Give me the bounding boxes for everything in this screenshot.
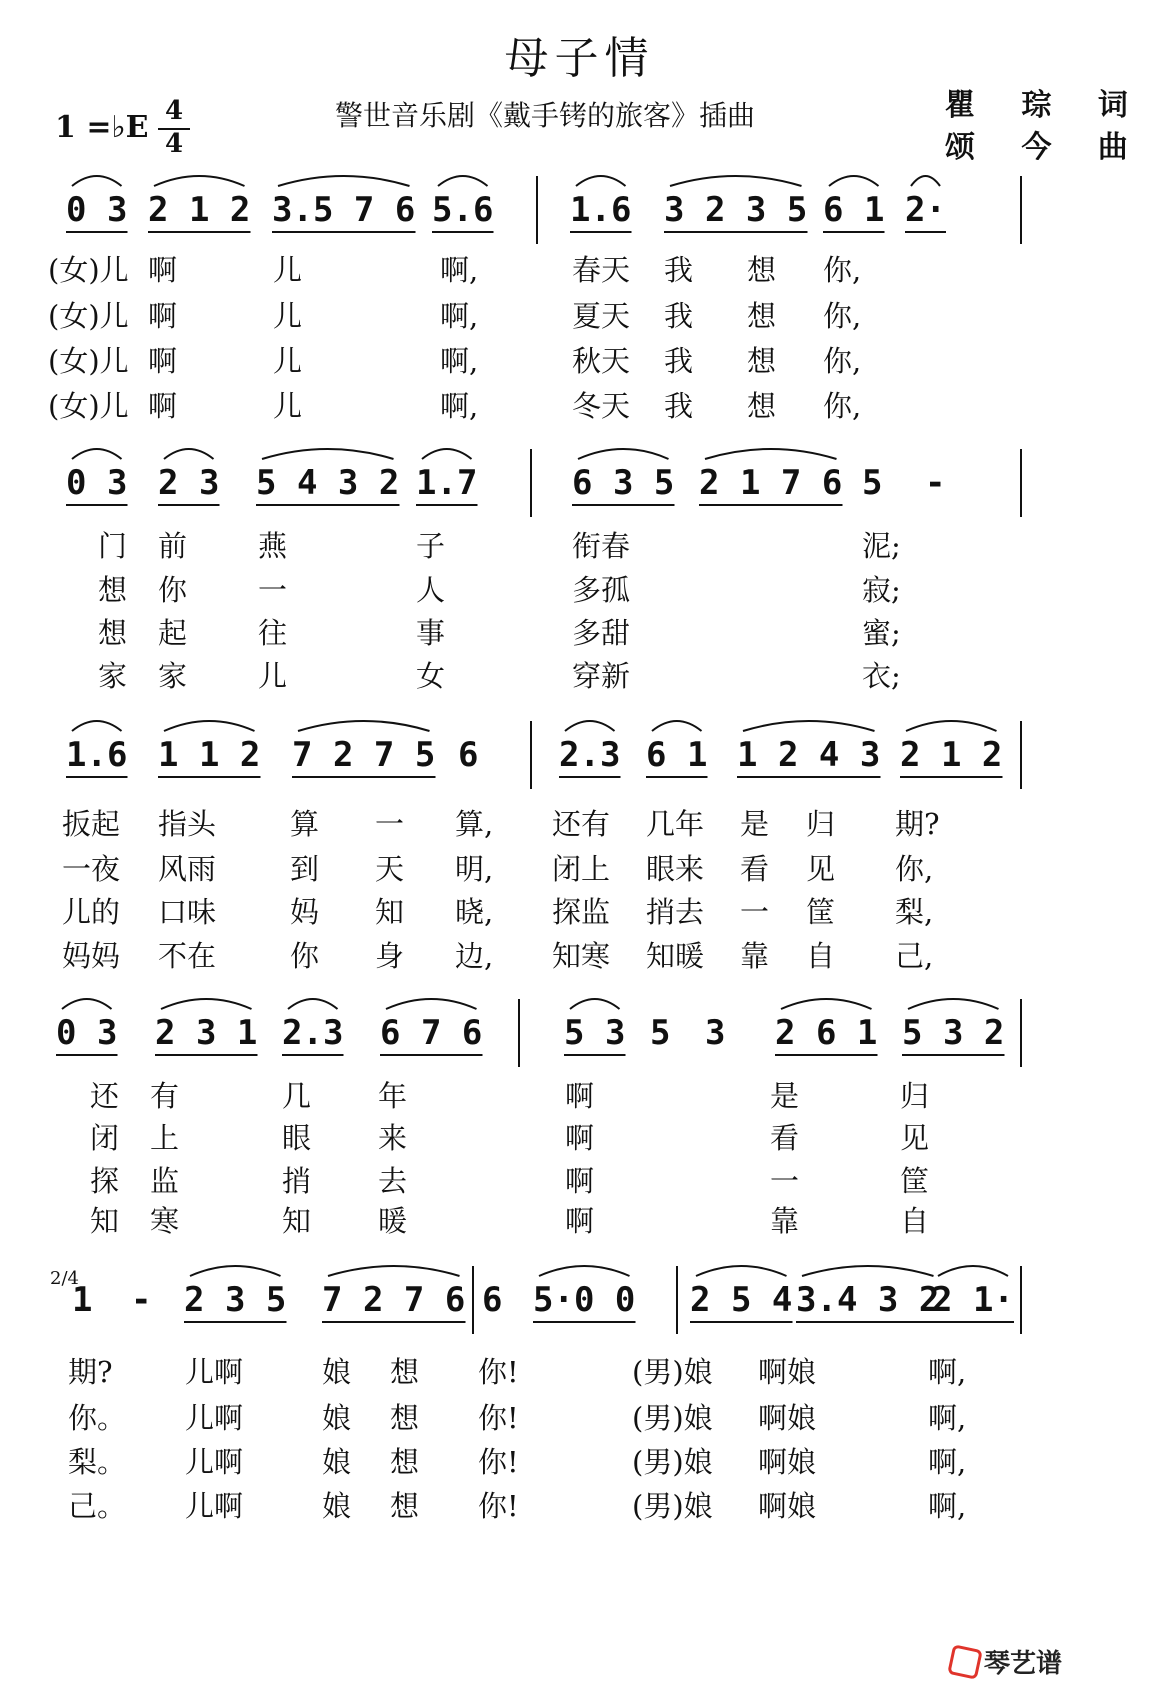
lyric-word: 秋天	[572, 344, 631, 378]
lyric-word: 期?	[68, 1355, 113, 1389]
lyric-word: 一	[375, 807, 405, 841]
lyric-word: 啊,	[928, 1489, 967, 1523]
lyric-word: 有	[150, 1079, 180, 1113]
note-group: 2 6 1	[775, 1013, 878, 1053]
lyric-word: 探监	[552, 895, 611, 929]
lyric-word: 你!	[478, 1489, 519, 1523]
lyric-word: 往	[258, 616, 288, 650]
lyric-word: 暖	[378, 1204, 408, 1238]
slur-arc	[298, 721, 430, 731]
slur-arc	[438, 176, 488, 186]
note-group: 6	[458, 735, 479, 775]
lyric-word: 门	[98, 529, 128, 563]
lyric-word: 探	[90, 1164, 120, 1198]
note-group: 6 1	[823, 190, 885, 230]
lyric-word: 几年	[646, 807, 705, 841]
slur-arc	[906, 721, 997, 731]
lyric-word: 想	[747, 389, 777, 423]
lyric-word: 知	[90, 1204, 120, 1238]
note-group: 6	[482, 1280, 503, 1320]
note-group: 1.6	[570, 190, 632, 230]
lyric-word: 夏天	[572, 299, 631, 333]
lyric-word: 你,	[895, 852, 934, 886]
barline	[1020, 449, 1022, 517]
lyric-word: 你,	[823, 344, 862, 378]
lyric-word: 你!	[478, 1355, 519, 1389]
lyric-word: 去	[378, 1164, 408, 1198]
lyric-word: 啊	[565, 1121, 595, 1155]
lyric-word: (男)娘	[632, 1401, 713, 1435]
note-group: 1	[72, 1280, 93, 1320]
lyric-word: 靠	[770, 1204, 800, 1238]
slur-arc	[154, 176, 245, 186]
lyric-word: 你,	[823, 389, 862, 423]
lyric-word: 儿	[273, 253, 303, 287]
lyric-word: 想	[98, 573, 128, 607]
lyric-word: 女	[416, 659, 446, 693]
watermark-text: 琴艺谱	[984, 1649, 1063, 1679]
lyric-word: (男)娘	[632, 1489, 713, 1523]
lyric-word: 儿的	[62, 895, 121, 929]
note-group: 3	[705, 1013, 726, 1053]
lyric-word: 边,	[455, 939, 494, 973]
note-group: 5·0 0	[533, 1280, 636, 1320]
lyric-word: 啊	[565, 1204, 595, 1238]
lyric-word: 寒	[150, 1204, 180, 1238]
lyric-word: 上	[150, 1121, 180, 1155]
lyric-word: 天	[375, 852, 405, 886]
note-group: 2 1 2	[148, 190, 251, 230]
lyric-word: 春天	[572, 253, 631, 287]
lyric-word: 看	[740, 852, 770, 886]
time-signature-denominator: 4	[164, 129, 184, 159]
meter-change: 2/4	[50, 1268, 79, 1289]
lyric-word: 啊,	[928, 1445, 967, 1479]
lyric-word: 儿啊	[185, 1355, 244, 1389]
lyric-word: 娘	[322, 1401, 352, 1435]
lyric-word: 筐	[900, 1164, 930, 1198]
slur-arc	[72, 449, 122, 459]
slur-arc	[911, 176, 940, 186]
lyric-word: 梨。	[68, 1445, 127, 1479]
lyric-word: 起	[158, 616, 188, 650]
lyric-word: 儿啊	[185, 1445, 244, 1479]
composer-credit: 颂 今 曲	[945, 130, 1146, 165]
lyric-word: 还有	[552, 807, 611, 841]
note-group: 2·	[905, 190, 946, 230]
barline	[472, 1266, 474, 1334]
slur-arc	[164, 721, 255, 731]
note-group: 5 4 3 2	[256, 463, 400, 503]
lyric-word: 一夜	[62, 852, 121, 886]
lyric-word: 我	[664, 389, 694, 423]
lyric-word: 啊,	[440, 253, 479, 287]
lyric-word: 想	[390, 1355, 420, 1389]
note-group: 3.5 7 6	[272, 190, 416, 230]
barline	[1020, 176, 1022, 244]
lyric-word: (男)娘	[632, 1355, 713, 1389]
barline	[1020, 999, 1022, 1067]
lyric-word: 娘	[322, 1489, 352, 1523]
lyric-word: 儿啊	[185, 1489, 244, 1523]
lyric-word: 你	[290, 939, 320, 973]
lyric-word: 想	[747, 253, 777, 287]
lyric-word: 啊,	[928, 1401, 967, 1435]
slur-arc	[705, 449, 837, 459]
lyric-word: 归	[900, 1079, 930, 1113]
lyric-word: 穿新	[572, 659, 631, 693]
note-group: 7 2 7 6	[322, 1280, 466, 1320]
note-group: 5	[650, 1013, 671, 1053]
lyric-word: 娘	[322, 1355, 352, 1389]
lyric-word: 几	[282, 1079, 312, 1113]
note-group: 5 3	[564, 1013, 626, 1053]
slur-arc	[938, 1266, 1008, 1276]
lyric-word: (女)儿	[48, 253, 129, 287]
lyric-word: 口味	[158, 895, 217, 929]
lyric-word: 蜜;	[862, 616, 901, 650]
note-group: 2 5 4	[690, 1280, 793, 1320]
lyric-word: 啊	[148, 299, 178, 333]
slur-arc	[908, 999, 999, 1009]
lyric-word: 闭上	[552, 852, 611, 886]
lyric-word: (女)儿	[48, 344, 129, 378]
lyric-word: (男)娘	[632, 1445, 713, 1479]
watermark	[950, 1643, 1062, 1680]
lyric-word: 啊,	[440, 389, 479, 423]
note-group: 6 3 5	[572, 463, 675, 503]
lyric-word: 儿	[273, 389, 303, 423]
lyric-word: 家	[158, 659, 188, 693]
lyric-word: 多孤	[572, 573, 631, 607]
note-group: 2.3	[282, 1013, 344, 1053]
barline	[530, 721, 532, 789]
lyric-word: 是	[740, 807, 770, 841]
lyric-word: 捎	[282, 1164, 312, 1198]
note-group: 2 1 2	[900, 735, 1003, 775]
slur-arc	[164, 449, 214, 459]
slur-arc	[578, 449, 669, 459]
lyric-word: 寂;	[862, 573, 901, 607]
lyric-word: 见	[806, 852, 836, 886]
lyric-word: 自	[900, 1204, 930, 1238]
lyric-word: 知	[375, 895, 405, 929]
lyric-word: 想	[747, 344, 777, 378]
note-group: 2 3	[158, 463, 220, 503]
lyric-word: 算	[290, 807, 320, 841]
lyric-word: 儿啊	[185, 1401, 244, 1435]
lyric-word: 指头	[158, 807, 217, 841]
slur-arc	[262, 449, 394, 459]
slur-arc	[743, 721, 875, 731]
slur-arc	[328, 1266, 460, 1276]
lyric-word: 想	[98, 616, 128, 650]
lyric-word: 己。	[68, 1489, 127, 1523]
note-group: 1 2 4 3	[737, 735, 881, 775]
note-group: 2 3 5	[184, 1280, 287, 1320]
note-group: 0 3	[66, 463, 128, 503]
note-group: 2.3	[559, 735, 621, 775]
lyric-word: 你!	[478, 1445, 519, 1479]
slur-arc	[539, 1266, 630, 1276]
slur-arc	[278, 176, 410, 186]
lyric-word: 归	[806, 807, 836, 841]
lyric-word: 啊	[565, 1164, 595, 1198]
lyric-word: 儿	[258, 659, 288, 693]
lyric-word: 看	[770, 1121, 800, 1155]
slur-arc	[670, 176, 802, 186]
lyric-word: 梨,	[895, 895, 934, 929]
lyric-word: 啊,	[440, 344, 479, 378]
slur-arc	[802, 1266, 934, 1276]
lyric-word: 我	[664, 344, 694, 378]
lyric-word: 监	[150, 1164, 180, 1198]
lyric-word: 知	[282, 1204, 312, 1238]
lyric-word: 多甜	[572, 616, 631, 650]
lyric-word: 想	[747, 299, 777, 333]
lyric-word: 见	[900, 1121, 930, 1155]
logo-icon	[947, 1644, 983, 1680]
note-group: 5	[862, 463, 883, 503]
slur-arc	[781, 999, 872, 1009]
slur-arc	[288, 999, 338, 1009]
slur-arc	[72, 721, 122, 731]
slur-arc	[652, 721, 702, 731]
lyric-word: 期?	[895, 807, 940, 841]
lyric-word: 冬天	[572, 389, 631, 423]
key-signature: 1 =♭E	[55, 110, 149, 145]
lyric-word: 明,	[455, 852, 494, 886]
barline	[1020, 721, 1022, 789]
slur-arc	[62, 999, 112, 1009]
lyric-word: (女)儿	[48, 389, 129, 423]
lyric-word: 衔春	[572, 529, 631, 563]
lyric-word: 一	[770, 1164, 800, 1198]
lyric-word: 算,	[455, 807, 494, 841]
note-group: 2 1 7 6	[699, 463, 843, 503]
lyric-word: 事	[416, 616, 446, 650]
lyric-word: 啊娘	[758, 1355, 817, 1389]
note-group: 7 2 7 5	[292, 735, 436, 775]
lyric-word: 靠	[740, 939, 770, 973]
lyric-word: 想	[390, 1445, 420, 1479]
lyric-word: 你	[158, 573, 188, 607]
lyric-word: 眼	[282, 1121, 312, 1155]
barline	[536, 176, 538, 244]
lyric-word: 眼来	[646, 852, 705, 886]
lyric-word: 扳起	[62, 807, 121, 841]
note-group: 5.6	[432, 190, 494, 230]
lyric-word: 一	[740, 895, 770, 929]
lyric-word: 啊	[148, 344, 178, 378]
note-group: 2 1·	[932, 1280, 1014, 1320]
note-group: -	[925, 463, 946, 503]
lyric-word: 你,	[823, 253, 862, 287]
lyric-word: 一	[258, 573, 288, 607]
lyric-word: 我	[664, 253, 694, 287]
lyric-word: 自	[806, 939, 836, 973]
lyric-word: 我	[664, 299, 694, 333]
lyric-word: 衣;	[862, 659, 901, 693]
lyric-word: 妈妈	[62, 939, 121, 973]
time-signature-numerator: 4	[164, 96, 184, 126]
lyric-word: 风雨	[158, 852, 217, 886]
lyric-word: 你。	[68, 1401, 127, 1435]
barline	[518, 999, 520, 1067]
slur-arc	[576, 176, 626, 186]
slur-arc	[829, 176, 879, 186]
lyric-word: 啊,	[928, 1355, 967, 1389]
lyric-word: 儿	[273, 344, 303, 378]
note-group: 6 1	[646, 735, 708, 775]
lyric-word: 燕	[258, 529, 288, 563]
lyric-word: 年	[378, 1079, 408, 1113]
lyricist-credit: 瞿 琮 词	[945, 88, 1146, 123]
lyric-word: 你!	[478, 1401, 519, 1435]
lyric-word: 还	[90, 1079, 120, 1113]
lyric-word: 想	[390, 1401, 420, 1435]
lyric-word: 知暖	[646, 939, 705, 973]
slur-arc	[72, 176, 122, 186]
lyric-word: 捎去	[646, 895, 705, 929]
lyric-word: 前	[158, 529, 188, 563]
lyric-word: 啊	[565, 1079, 595, 1113]
lyric-word: 筐	[806, 895, 836, 929]
slur-arc	[422, 449, 472, 459]
lyric-word: 啊	[148, 253, 178, 287]
slur-arc	[161, 999, 252, 1009]
song-title: 母子情	[504, 33, 655, 84]
lyric-word: 啊,	[440, 299, 479, 333]
slur-arc	[570, 999, 620, 1009]
note-group: -	[131, 1280, 152, 1320]
lyric-word: 身	[375, 939, 405, 973]
lyric-word: 啊娘	[758, 1401, 817, 1435]
slur-arc	[190, 1266, 281, 1276]
lyric-word: 啊娘	[758, 1489, 817, 1523]
lyric-word: 啊	[148, 389, 178, 423]
slur-arc	[696, 1266, 787, 1276]
lyric-word: 啊娘	[758, 1445, 817, 1479]
lyric-word: 己,	[895, 939, 934, 973]
note-group: 1 1 2	[158, 735, 261, 775]
lyric-word: 不在	[158, 939, 217, 973]
note-group: 3 2 3 5	[664, 190, 808, 230]
note-group: 5 3 2	[902, 1013, 1005, 1053]
lyric-word: 是	[770, 1079, 800, 1113]
barline	[1020, 1266, 1022, 1334]
song-subtitle: 警世音乐剧《戴手铐的旅客》插曲	[335, 99, 756, 132]
slur-arc	[386, 999, 477, 1009]
lyric-word: 娘	[322, 1445, 352, 1479]
barline	[530, 449, 532, 517]
lyric-word: (女)儿	[48, 299, 129, 333]
note-group: 1.6	[66, 735, 128, 775]
note-group: 3.4 3 2	[796, 1280, 940, 1320]
lyric-word: 你,	[823, 299, 862, 333]
note-group: 0 3	[66, 190, 128, 230]
lyric-word: 子	[416, 529, 446, 563]
lyric-word: 闭	[90, 1121, 120, 1155]
note-group: 1.7	[416, 463, 478, 503]
slur-arc	[565, 721, 615, 731]
lyric-word: 人	[416, 573, 446, 607]
note-group: 6 7 6	[380, 1013, 483, 1053]
lyric-word: 妈	[290, 895, 320, 929]
lyric-word: 知寒	[552, 939, 611, 973]
lyric-word: 晓,	[455, 895, 494, 929]
note-group: 0 3	[56, 1013, 118, 1053]
barline	[676, 1266, 678, 1334]
lyric-word: 来	[378, 1121, 408, 1155]
lyric-word: 想	[390, 1489, 420, 1523]
lyric-word: 到	[290, 852, 320, 886]
lyric-word: 泥;	[862, 529, 901, 563]
lyric-word: 儿	[273, 299, 303, 333]
note-group: 2 3 1	[155, 1013, 258, 1053]
lyric-word: 家	[98, 659, 128, 693]
